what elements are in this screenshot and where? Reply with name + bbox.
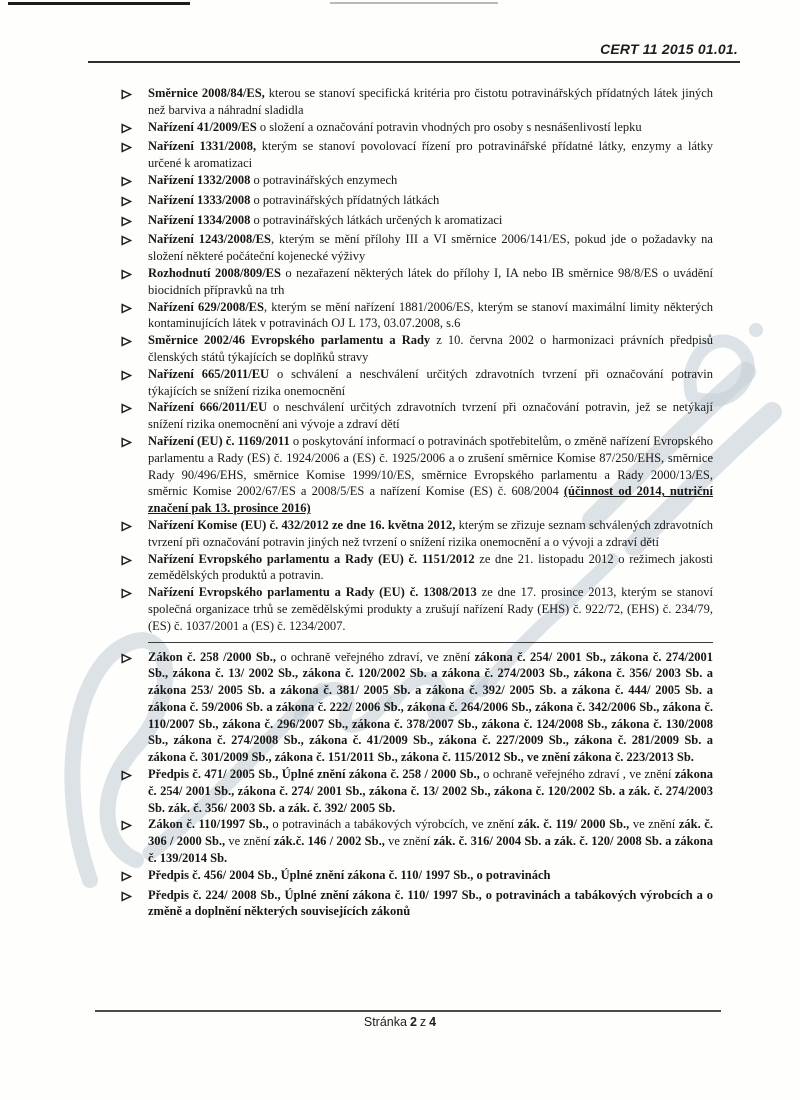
list-item xyxy=(100,85,713,119)
list-item-text: Nařízení 1331/2008, kterým se stanoví povolovací řízení pro potravinářské přídatné látky, enzymy a látky určené k aromatizaci xyxy=(148,139,713,171)
bullet-arrowhead-icon xyxy=(100,119,148,139)
bullet-arrowhead-icon xyxy=(100,85,148,119)
bullet-arrowhead-icon xyxy=(100,766,148,816)
list-item xyxy=(100,265,713,299)
bullet-arrowhead-icon xyxy=(100,231,148,265)
list-item-text: Rozhodnutí 2008/809/ES o nezařazení některých látek do přílohy I, IA nebo IB směrnice 98/8/ES o uvádění biocidních přípravků na trh xyxy=(148,265,713,297)
bullet-arrowhead-icon xyxy=(100,265,148,299)
list-item xyxy=(100,212,713,232)
list-item-text: Nařízení 1334/2008 o potravinářských látkách určených k aromatizaci xyxy=(148,212,503,227)
list-item xyxy=(100,172,713,192)
list-item xyxy=(100,551,713,585)
list-item-text: Nařízení 41/2009/ES o složení a označování potravin vhodných pro osoby s nesnášenlivostí lepku xyxy=(148,119,642,134)
list-item xyxy=(100,816,713,866)
bullet-arrowhead-icon xyxy=(100,366,148,400)
list-item-text: Nařízení Komise (EU) č. 432/2012 ze dne 16. května 2012, kterým se zřizuje seznam schválených zdravotních tvrzení při označování potravin jiných než tvrzení o snížení rizika onemocnění a o vývoji a zdraví dětí xyxy=(148,517,714,549)
list-item-text: Předpis č. 456/ 2004 Sb., Úplné znění zákona č. 110/ 1997 Sb., o potravinách xyxy=(148,867,551,882)
header-rule xyxy=(88,61,740,63)
page-number-current: 2 xyxy=(409,1015,417,1029)
scan-edge-artifact xyxy=(330,2,498,4)
list-item xyxy=(100,119,713,139)
section-separator xyxy=(148,642,713,643)
page-number-prefix: Stránka xyxy=(363,1015,407,1029)
list-item xyxy=(100,299,713,333)
bullet-arrowhead-icon xyxy=(100,138,148,172)
list-item-text: Zákon č. 110/1997 Sb., o potravinách a tabákových výrobcích, ve znění zák. č. 119/ 2000 Sb., ve znění zák. č. 306 / 2000 Sb., ve znění zák.č. 146 / 2002 Sb., ve znění zák. č. 316/ 2004 Sb. a zák. č. 120/ 2008 Sb. a zákona č. 139/2014 Sb. xyxy=(148,817,713,866)
list-item xyxy=(100,366,713,400)
document-code: CERT 11 2015 01.01. xyxy=(600,41,738,57)
document-body xyxy=(100,85,713,920)
list-item xyxy=(100,192,713,212)
list-item-text: Nařízení 629/2008/ES, kterým se mění nařízení 1881/2006/ES, kterým se stanoví maximální limity některých kontaminujících látek v potravinách OJ L 173, 03.07.2008, s.6 xyxy=(148,299,713,331)
bullet-arrowhead-icon xyxy=(100,584,148,634)
bullet-arrowhead-icon xyxy=(100,332,148,366)
list-item xyxy=(100,887,713,921)
list-item xyxy=(100,332,713,366)
list-item xyxy=(100,517,713,551)
bullet-arrowhead-icon xyxy=(100,816,148,866)
list-item-text: Nařízení (EU) č. 1169/2011 o poskytování informací o potravinách spotřebitelům, o změně nařízení Evropského parlamentu a Rady (ES) č. 1924/2006 a (ES) č. 1925/2006 a o zrušení směrnice Komise 87/250/EHS, směrnice Rady 90/496/EHS, směrnice Komise 1999/10/ES, směrnice Evropského parlamentu a Rady 2000/13/ES, směrnic Komise 2002/67/ES a 2008/5/ES a nařízení Komise (ES) č. 608/2004 (účinnost od 2014, nutriční značení pak 13. prosince 2016) xyxy=(148,433,713,516)
list-item xyxy=(100,231,713,265)
list-item-text: Směrnice 2008/84/ES, kterou se stanoví specifická kritéria pro čistotu potravinářských přídatných látek jiných než barviva a náhradní sladidla xyxy=(148,86,713,117)
bullet-arrowhead-icon xyxy=(100,299,148,333)
list-item xyxy=(100,584,713,634)
list-item xyxy=(100,766,713,816)
regulation-list-eu xyxy=(100,85,713,635)
bullet-arrowhead-icon xyxy=(100,399,148,433)
list-item xyxy=(100,433,713,517)
page-number xyxy=(0,1015,800,1029)
list-item-text: Nařízení Evropského parlamentu a Rady (EU) č. 1308/2013 ze dne 17. prosince 2013, kterým se stanoví společná organizace trhů se zemědělskými produkty a zrušují nařízení Rady (EHS) č. 922/72, (EHS) č. 234/79, (ES) č. 1037/2001 a (ES) č. 1234/2007. xyxy=(148,585,714,633)
bullet-arrowhead-icon xyxy=(100,649,148,767)
list-item-text: Směrnice 2002/46 Evropského parlamentu a Rady z 10. června 2002 o harmonizaci právních předpisů členských států týkajících se doplňků stravy xyxy=(148,333,713,364)
bullet-arrowhead-icon xyxy=(100,887,148,921)
list-item-text: Nařízení Evropského parlamentu a Rady (EU) č. 1151/2012 ze dne 21. listopadu 2012 o režimech jakosti zemědělských produktů a potravin. xyxy=(148,551,714,583)
footer-rule xyxy=(95,1010,721,1012)
bullet-arrowhead-icon xyxy=(100,551,148,585)
bullet-arrowhead-icon xyxy=(100,867,148,887)
bullet-arrowhead-icon xyxy=(100,517,148,551)
list-item-text: Předpis č. 471/ 2005 Sb., Úplné znění zákona č. 258 / 2000 Sb., o ochraně veřejného zdraví , ve znění zákona č. 254/ 2001 Sb., zákona č. 274/ 2001 Sb., zákona č. 13/ 2002 Sb., zákona č. 120/2002 Sb. a zák. č. 274/2003 Sb. zák. č. 356/ 2003 Sb. a zák. č. 392/ 2005 Sb. xyxy=(148,767,714,815)
list-item-text: Nařízení 1333/2008 o potravinářských přídatných látkách xyxy=(148,192,440,207)
bullet-arrowhead-icon xyxy=(100,433,148,517)
scan-edge-artifact xyxy=(8,2,190,5)
list-item xyxy=(100,867,713,887)
bullet-arrowhead-icon xyxy=(100,192,148,212)
bullet-arrowhead-icon xyxy=(100,212,148,232)
list-item-text: Nařízení 1332/2008 o potravinářských enzymech xyxy=(148,172,398,187)
list-item-text: Zákon č. 258 /2000 Sb., o ochraně veřejného zdraví, ve znění zákona č. 254/ 2001 Sb., zákona č. 274/2001 Sb., zákona č. 13/ 2002 Sb., zákona č. 120/2002 Sb. a zákona č. 274/2003 Sb., zákona č. 356/ 2003 Sb. a zákona 253/ 2005 Sb. a zákona č. 381/ 2005 Sb. a zákona č. 392/ 2005 Sb. a zákona č. 444/ 2005 Sb. a zákona č. 59/2006 Sb. a zákona č. 222/ 2006 Sb., zákona č. 264/2006 Sb., zákona č. 342/2006 Sb., zákona č. 110/2007 Sb., zákona č. 296/2007 Sb., zákona č. 378/2007 Sb., zákona č. 124/2008 Sb., zákona č. 130/2008 Sb., zákona č. 274/2008 Sb., zákona č. 41/2009 Sb., zákona č. 227/2009 Sb., zákona č. 281/2009 Sb. a zákona č. 301/2009 Sb., zákona č. 151/2011 Sb., zákona č. 115/2012 Sb., ve znění zákona č. 223/2013 Sb. xyxy=(148,649,714,765)
page-number-total: 4 xyxy=(429,1015,437,1029)
law-list-cz xyxy=(100,649,713,921)
list-item-text: Předpis č. 224/ 2008 Sb., Úplné znění zákona č. 110/ 1997 Sb., o potravinách a tabákových výrobcích a o změně a doplnění některých souvisejících zákonů xyxy=(148,887,713,919)
list-item xyxy=(100,649,713,767)
list-item-text: Nařízení 665/2011/EU o schválení a neschválení určitých zdravotních tvrzení při označování potravin týkajících se snížení rizika onemocnění xyxy=(148,366,713,398)
list-item xyxy=(100,399,713,433)
bullet-arrowhead-icon xyxy=(100,172,148,192)
list-item xyxy=(100,138,713,172)
list-item-text: Nařízení 666/2011/EU o neschválení určitých zdravotních tvrzení při označování potravin, jež se netýkají snížení rizika onemocnění ani vývoje a zdraví dětí xyxy=(148,400,713,432)
list-item-text: Nařízení 1243/2008/ES, kterým se mění přílohy III a VI směrnice 2006/141/ES, pokud jde o požadavky na složení některé počáteční kojenecké výživy xyxy=(148,232,713,264)
page-number-separator: z xyxy=(419,1015,427,1029)
